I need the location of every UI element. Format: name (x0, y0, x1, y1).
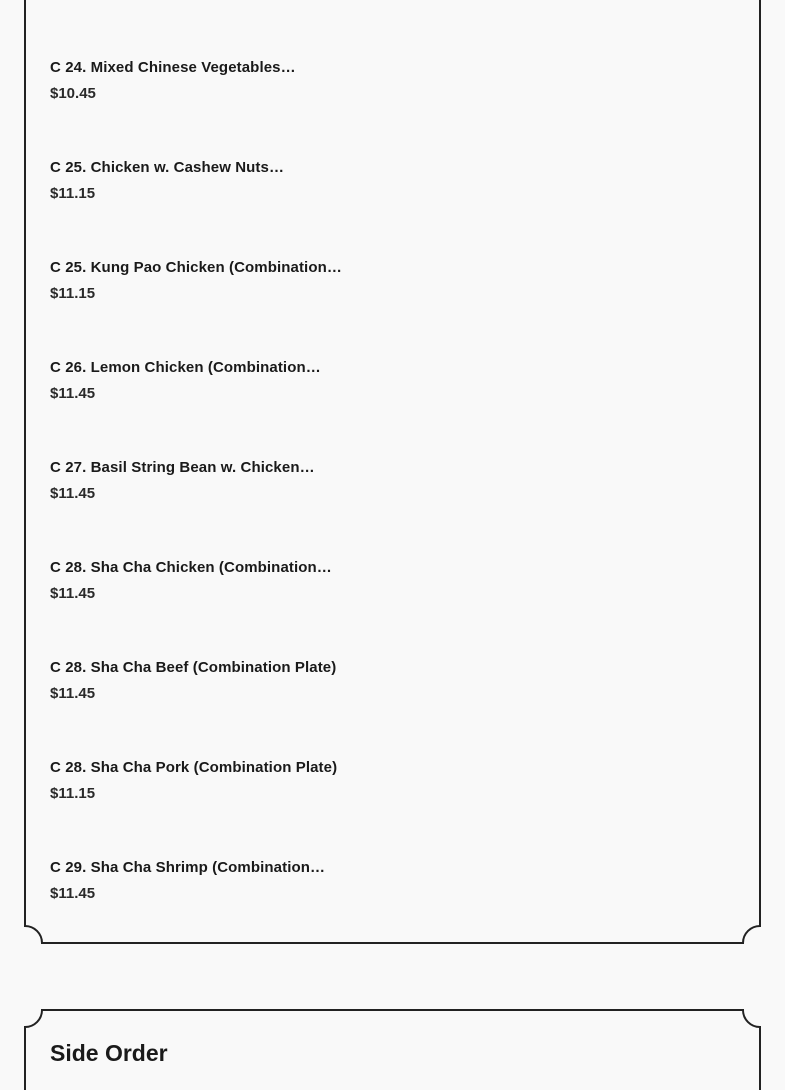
menu-item[interactable] (50, 758, 740, 838)
menu-item[interactable] (50, 158, 740, 238)
side-order-heading: Side Order (50, 1040, 168, 1066)
menu-item-name: C 29. Sha Cha Shrimp (Combination… (50, 859, 326, 876)
menu-item[interactable] (50, 58, 740, 138)
menu-item[interactable] (50, 458, 740, 538)
menu-item-name: C 28. Sha Cha Chicken (Combination… (50, 559, 332, 576)
menu-item-price: $10.45 (50, 85, 96, 102)
menu-item-price: $11.45 (50, 385, 96, 402)
menu-item[interactable] (50, 658, 740, 738)
menu-item-price: $11.45 (50, 885, 96, 902)
menu-item[interactable] (50, 858, 740, 938)
menu-item[interactable] (50, 258, 740, 338)
menu-item-name: C 27. Basil String Bean w. Chicken… (50, 459, 315, 476)
menu-item[interactable] (50, 358, 740, 438)
menu-item[interactable] (50, 558, 740, 638)
menu-item-name: C 25. Kung Pao Chicken (Combination… (50, 259, 342, 276)
menu-item-price: $11.45 (50, 685, 96, 702)
menu-item-name: C 24. Mixed Chinese Vegetables… (50, 59, 296, 76)
menu-item-price: $11.15 (50, 285, 96, 302)
menu-item-price: $11.45 (50, 585, 96, 602)
menu-item-name: C 26. Lemon Chicken (Combination… (50, 359, 321, 376)
menu-item-name: C 28. Sha Cha Beef (Combination Plate) (50, 659, 337, 676)
menu-item-name: C 25. Chicken w. Cashew Nuts… (50, 159, 285, 176)
menu-item-price: $11.15 (50, 785, 96, 802)
menu-item-price: $11.15 (50, 185, 96, 202)
menu-item-name: C 28. Sha Cha Pork (Combination Plate) (50, 759, 338, 776)
menu-item-price: $11.45 (50, 485, 96, 502)
